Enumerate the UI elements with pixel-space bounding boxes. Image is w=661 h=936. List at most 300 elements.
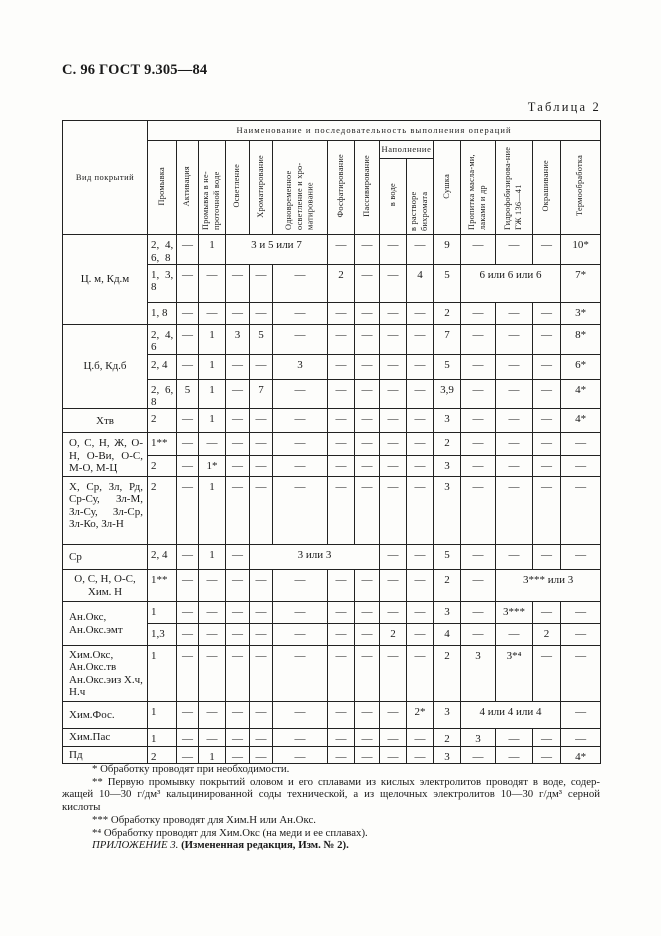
operation-cell: — [380, 235, 407, 265]
operation-cell: — [273, 433, 328, 456]
operation-cell: — [533, 379, 561, 409]
operation-cell: 5 [434, 264, 461, 302]
operation-cell: — [273, 379, 328, 409]
col-header-still-water-washing: Промывка в не-проточной воде [199, 141, 226, 235]
operation-cell: — [407, 747, 434, 764]
operation-cell: 2* [407, 702, 434, 729]
operation-cell: — [226, 729, 250, 747]
operation-cell: — [496, 354, 533, 379]
page-header: С. 96 ГОСТ 9.305—84 [62, 62, 208, 78]
operation-cell: — [177, 477, 199, 545]
operation-cell: — [380, 545, 407, 570]
operation-cell: — [328, 235, 355, 265]
operation-cell: — [328, 702, 355, 729]
washing-cell: 2, 4 [148, 354, 177, 379]
operation-cell: — [328, 433, 355, 456]
operation-cell: 3* [561, 302, 601, 324]
operation-cell: — [355, 264, 380, 302]
table-row [63, 545, 601, 570]
operation-cell: — [226, 379, 250, 409]
operation-cell: 2 [533, 624, 561, 646]
footnote-1: * Обработку проводят при необходимости. [92, 763, 290, 775]
col-header-washing: Промывка [148, 141, 177, 235]
operation-cell: — [533, 324, 561, 354]
operation-cell: — [533, 477, 561, 545]
operation-cell: — [328, 747, 355, 764]
washing-cell: 1** [148, 570, 177, 602]
operation-cell: — [533, 302, 561, 324]
operation-cell: — [177, 729, 199, 747]
operation-cell: 5 [434, 354, 461, 379]
washing-cell: 1 [148, 646, 177, 702]
operation-cell: — [407, 570, 434, 602]
operation-cell: — [250, 456, 273, 477]
operation-cell: — [177, 409, 199, 433]
table-row [63, 702, 601, 729]
coating-kind-cell: Ан.Окс, Ан.Окс.эмт [63, 602, 148, 646]
operation-cell: — [250, 646, 273, 702]
operation-cell: 2 [328, 264, 355, 302]
operation-cell: — [533, 235, 561, 265]
washing-cell: 2, 6, 8 [148, 379, 177, 409]
operation-cell: — [407, 477, 434, 545]
operation-cell: 5 [250, 324, 273, 354]
operation-cell: — [199, 433, 226, 456]
coating-kind-cell: Хим.Окс, Ан.Окс.тв Ан.Окс.эиз Х.ч, Н.ч [63, 646, 148, 702]
operation-cell: — [461, 324, 496, 354]
operation-cell: — [355, 354, 380, 379]
operation-cell: — [407, 409, 434, 433]
operation-cell: — [561, 646, 601, 702]
operation-cell: 4* [561, 379, 601, 409]
operation-cell: 3 [461, 729, 496, 747]
operation-cell: 7 [434, 324, 461, 354]
washing-cell: 1 [148, 729, 177, 747]
col-header-chromating: Хроматирование [250, 141, 273, 235]
operation-cell: 2 [434, 433, 461, 456]
washing-cell: 1 [148, 702, 177, 729]
operation-cell: — [380, 646, 407, 702]
footnotes [62, 763, 600, 852]
operation-cell: 3 и 5 или 7 [226, 235, 328, 265]
washing-cell: 2 [148, 409, 177, 433]
operation-cell: 2 [434, 646, 461, 702]
operation-cell: — [461, 624, 496, 646]
operation-cell: — [561, 456, 601, 477]
operation-cell: 3 [226, 324, 250, 354]
operation-cell: — [199, 602, 226, 624]
operation-cell: — [533, 729, 561, 747]
operation-cell: — [533, 433, 561, 456]
operation-cell: — [355, 433, 380, 456]
operation-cell: 3 [434, 747, 461, 764]
operation-cell: — [273, 702, 328, 729]
operation-cell: — [328, 570, 355, 602]
operation-cell: — [380, 324, 407, 354]
operation-cell: — [355, 729, 380, 747]
table-caption: Таблица 2 [527, 100, 601, 114]
operation-cell: — [250, 354, 273, 379]
coating-kind-cell: Хим.Фос. [63, 702, 148, 729]
operation-cell: — [226, 477, 250, 545]
operation-cell: — [250, 570, 273, 602]
operation-cell: — [250, 409, 273, 433]
operation-cell: — [177, 264, 199, 302]
operation-cell: — [496, 409, 533, 433]
operation-cell: — [250, 477, 273, 545]
operation-cell: 3 или 3 [250, 545, 380, 570]
operation-cell: 4* [561, 409, 601, 433]
operation-cell: — [199, 302, 226, 324]
table-row [63, 235, 601, 265]
washing-cell: 1, 8 [148, 302, 177, 324]
operation-cell: 1 [199, 747, 226, 764]
washing-cell: 2, 4, 6, 8 [148, 235, 177, 265]
operation-cell: — [199, 702, 226, 729]
operation-cell: 3 [434, 409, 461, 433]
operation-cell: — [355, 747, 380, 764]
operation-cell: — [226, 456, 250, 477]
operation-cell: — [380, 747, 407, 764]
operation-cell: 5 [434, 545, 461, 570]
operation-cell: — [177, 646, 199, 702]
operation-cell: — [199, 570, 226, 602]
operation-cell: — [273, 570, 328, 602]
operation-cell: — [380, 570, 407, 602]
operation-cell: — [355, 646, 380, 702]
operation-cell: — [496, 379, 533, 409]
operation-cell: — [328, 456, 355, 477]
operation-cell: — [561, 433, 601, 456]
operation-cell: — [177, 235, 199, 265]
operation-cell: — [561, 545, 601, 570]
operations-table [62, 120, 601, 764]
operation-cell: — [177, 570, 199, 602]
operation-cell: — [380, 477, 407, 545]
operation-cell: — [407, 324, 434, 354]
footnote-2: ** Первую промывку покрытий оловом и его сплавами из кислых электролитов проводят в воде, содер-жащей 10—30 г/дм³ кальцинированной соды технической, а из щелочных электролитов 10—30 г/дм³ серной кислоты [62, 775, 600, 814]
operation-cell: — [177, 624, 199, 646]
operation-cell: 3*** или 3 [496, 570, 601, 602]
operation-cell: — [177, 747, 199, 764]
operation-cell: — [226, 433, 250, 456]
operation-cell: 3*** [496, 602, 533, 624]
operation-cell: — [533, 545, 561, 570]
washing-cell: 1** [148, 433, 177, 456]
operation-cell: 4 [407, 264, 434, 302]
operation-cell: — [328, 302, 355, 324]
kind-column-header: Вид покрытий [63, 121, 148, 235]
operation-cell: — [355, 409, 380, 433]
operation-cell: — [533, 456, 561, 477]
operation-cell: — [561, 702, 601, 729]
operation-cell: — [407, 646, 434, 702]
operation-cell: — [407, 379, 434, 409]
operation-cell: 1 [199, 545, 226, 570]
operation-cell: — [461, 747, 496, 764]
operation-cell: — [561, 729, 601, 747]
col-header-brightening: Осветление [226, 141, 250, 235]
operation-cell: — [328, 624, 355, 646]
operation-cell: — [496, 545, 533, 570]
operation-cell: — [226, 302, 250, 324]
coating-kind-cell: О, С, Н, О-С, Хим. Н [63, 570, 148, 602]
operation-cell: — [273, 324, 328, 354]
operation-cell: — [177, 456, 199, 477]
operation-cell: — [250, 302, 273, 324]
operation-cell: 4* [561, 747, 601, 764]
operation-cell: — [177, 433, 199, 456]
operation-cell: — [250, 747, 273, 764]
operation-cell: — [355, 624, 380, 646]
operation-cell: — [226, 545, 250, 570]
operation-cell: — [561, 602, 601, 624]
operation-cell: — [226, 646, 250, 702]
operation-cell: — [250, 264, 273, 302]
operation-cell: 6* [561, 354, 601, 379]
operation-cell: — [461, 354, 496, 379]
operation-cell: — [328, 354, 355, 379]
operation-cell: 7 [250, 379, 273, 409]
operation-cell: — [273, 264, 328, 302]
col-header-passivation: Пассивирование [355, 141, 380, 235]
operation-cell: — [533, 747, 561, 764]
operation-cell: — [496, 235, 533, 265]
operation-cell: — [533, 409, 561, 433]
operation-cell: — [273, 646, 328, 702]
operation-cell: — [328, 646, 355, 702]
col-header-brightening-chromating: Одновременное осветление и хро-матирование [273, 141, 328, 235]
table-row [63, 433, 601, 456]
operation-cell: 6 или 6 или 6 [461, 264, 561, 302]
operation-cell: — [328, 477, 355, 545]
col-header-activation: Активация [177, 141, 199, 235]
operation-cell: — [461, 433, 496, 456]
operation-cell: — [328, 409, 355, 433]
operation-cell: — [380, 264, 407, 302]
col-header-fill-water: в воде [380, 159, 407, 235]
operation-cell: — [461, 409, 496, 433]
operation-cell: 9 [434, 235, 461, 265]
col-header-fill-bichromate: в растворе бихромата [407, 159, 434, 235]
washing-cell: 2 [148, 747, 177, 764]
operation-cell: — [496, 747, 533, 764]
operation-cell: 3 [434, 456, 461, 477]
operation-cell: — [177, 602, 199, 624]
operation-cell: — [496, 729, 533, 747]
operation-cell: 3 [434, 477, 461, 545]
operation-cell: 10* [561, 235, 601, 265]
filling-group-header: Наполнение [380, 141, 434, 159]
coating-kind-cell: Ц.б, Кд.б [63, 324, 148, 408]
operation-cell: — [177, 702, 199, 729]
operation-cell: — [407, 729, 434, 747]
operation-cell: — [380, 409, 407, 433]
operation-cell: 3,9 [434, 379, 461, 409]
operation-cell: — [199, 264, 226, 302]
operation-cell: 2 [434, 302, 461, 324]
table-row [63, 602, 601, 624]
operation-cell: 8* [561, 324, 601, 354]
coating-kind-cell: Ц. м, Кд.м [63, 235, 148, 325]
operation-cell: — [496, 624, 533, 646]
operation-cell: 3 [434, 602, 461, 624]
operation-cell: — [407, 602, 434, 624]
operation-cell: — [533, 602, 561, 624]
operation-cell: — [496, 456, 533, 477]
operation-cell: — [226, 624, 250, 646]
operation-cell: — [199, 646, 226, 702]
operation-cell: — [407, 545, 434, 570]
operation-cell: — [328, 379, 355, 409]
coating-kind-cell: Хтв [63, 409, 148, 433]
col-header-coloring: Окрашивание [533, 141, 561, 235]
operation-cell: — [199, 624, 226, 646]
operation-cell: — [273, 747, 328, 764]
operation-cell: 1 [199, 477, 226, 545]
col-header-hydrophobization: Гидрофобизирова-ние ГЖ 136—41 [496, 141, 533, 235]
operation-cell: — [328, 602, 355, 624]
operation-cell: — [496, 433, 533, 456]
coating-kind-cell: О, С, Н, Ж, О-Н, О-Ви, О-С, М-О, М-Ц [63, 433, 148, 477]
operation-cell: — [273, 624, 328, 646]
operation-cell: — [273, 729, 328, 747]
operation-cell: — [380, 354, 407, 379]
operation-cell: — [461, 235, 496, 265]
operation-cell: — [355, 477, 380, 545]
footnote-4: *⁴ Обработку проводят для Хим.Окс (на меди и ее сплавах). [92, 826, 368, 839]
operation-cell: — [380, 379, 407, 409]
operation-cell: — [496, 302, 533, 324]
operation-cell: — [177, 324, 199, 354]
table-row [63, 729, 601, 747]
operation-cell: — [250, 702, 273, 729]
col-header-heat-treatment: Термообработка [561, 141, 601, 235]
operation-cell: 1 [199, 324, 226, 354]
operation-cell: — [380, 702, 407, 729]
operation-cell: 1 [199, 409, 226, 433]
operation-cell: — [533, 646, 561, 702]
operation-cell: — [226, 747, 250, 764]
operation-cell: — [273, 602, 328, 624]
operation-cell: 7* [561, 264, 601, 302]
operation-cell: — [561, 477, 601, 545]
table-row [63, 570, 601, 602]
operation-cell: 3*⁴ [496, 646, 533, 702]
operation-cell: — [199, 729, 226, 747]
col-header-phosphating: Фосфатирование [328, 141, 355, 235]
operation-cell: — [407, 456, 434, 477]
operation-cell: 4 [434, 624, 461, 646]
operation-cell: — [407, 235, 434, 265]
operation-cell: — [273, 302, 328, 324]
appendix-note: ПРИЛОЖЕНИЕ 3. (Измененная редакция, Изм. № 2). [92, 839, 349, 852]
operation-cell: — [380, 302, 407, 324]
col-header-drying: Сушка [434, 141, 461, 235]
operation-cell: — [177, 302, 199, 324]
operation-cell: — [355, 456, 380, 477]
operation-cell: — [328, 729, 355, 747]
operation-cell: — [461, 379, 496, 409]
operation-cell: — [226, 570, 250, 602]
operation-cell: 1 [199, 354, 226, 379]
operation-cell: — [328, 324, 355, 354]
operation-cell: — [226, 354, 250, 379]
washing-cell: 2 [148, 456, 177, 477]
operation-cell: — [380, 602, 407, 624]
operation-cell: — [226, 264, 250, 302]
operation-cell: — [273, 456, 328, 477]
washing-cell: 1, 3, 8 [148, 264, 177, 302]
operation-cell: 2 [434, 729, 461, 747]
footnote-3: *** Обработку проводят для Хим.Н или Ан.Окс. [92, 813, 316, 826]
operation-cell: 3 [434, 702, 461, 729]
operation-cell: — [407, 433, 434, 456]
operation-cell: — [380, 433, 407, 456]
table-row [63, 477, 601, 545]
operation-cell: — [177, 354, 199, 379]
operation-cell: — [461, 545, 496, 570]
washing-cell: 2 [148, 477, 177, 545]
operation-cell: — [355, 602, 380, 624]
operation-cell: 1 [199, 235, 226, 265]
operation-cell: — [461, 477, 496, 545]
operation-cell: — [226, 409, 250, 433]
coating-kind-cell: Пд [63, 747, 148, 764]
coating-kind-cell: Х, Ср, Зл, Рд, Ср-Су, Зл-М, Зл-Су, Зл-Ср, Зл-Ко, Зл-Н [63, 477, 148, 545]
operation-cell: — [407, 354, 434, 379]
operation-cell: 4 или 4 или 4 [461, 702, 561, 729]
operation-cell: 3 [461, 646, 496, 702]
operation-cell: 1* [199, 456, 226, 477]
operation-cell: — [355, 379, 380, 409]
coating-kind-cell: Хим.Пас [63, 729, 148, 747]
operation-cell: — [461, 570, 496, 602]
operation-cell: — [533, 354, 561, 379]
operation-cell: — [250, 624, 273, 646]
washing-cell: 2, 4, 6 [148, 324, 177, 354]
washing-cell: 1 [148, 602, 177, 624]
operation-cell: — [355, 702, 380, 729]
operation-cell: — [496, 477, 533, 545]
coating-kind-cell: Ср [63, 545, 148, 570]
washing-cell: 1,3 [148, 624, 177, 646]
operation-cell: — [407, 624, 434, 646]
operations-group-header: Наименование и последовательность выполнения операций [148, 121, 601, 141]
operation-cell: — [273, 409, 328, 433]
col-header-impregnation: Пропитка масла-ми, лаками и др [461, 141, 496, 235]
operation-cell: — [355, 302, 380, 324]
operation-cell: — [226, 602, 250, 624]
operation-cell: — [496, 324, 533, 354]
operation-cell: — [355, 324, 380, 354]
table-row [63, 409, 601, 433]
operation-cell: — [380, 729, 407, 747]
operation-cell: — [355, 570, 380, 602]
table-row [63, 324, 601, 354]
operation-cell: 2 [380, 624, 407, 646]
table-row [63, 646, 601, 702]
operation-cell: — [461, 456, 496, 477]
operation-cell: — [250, 433, 273, 456]
operation-cell: 1 [199, 379, 226, 409]
operation-cell: — [561, 624, 601, 646]
operation-cell: — [380, 456, 407, 477]
operation-cell: — [461, 602, 496, 624]
operation-cell: — [355, 235, 380, 265]
operation-cell: — [461, 302, 496, 324]
operation-cell: — [250, 602, 273, 624]
